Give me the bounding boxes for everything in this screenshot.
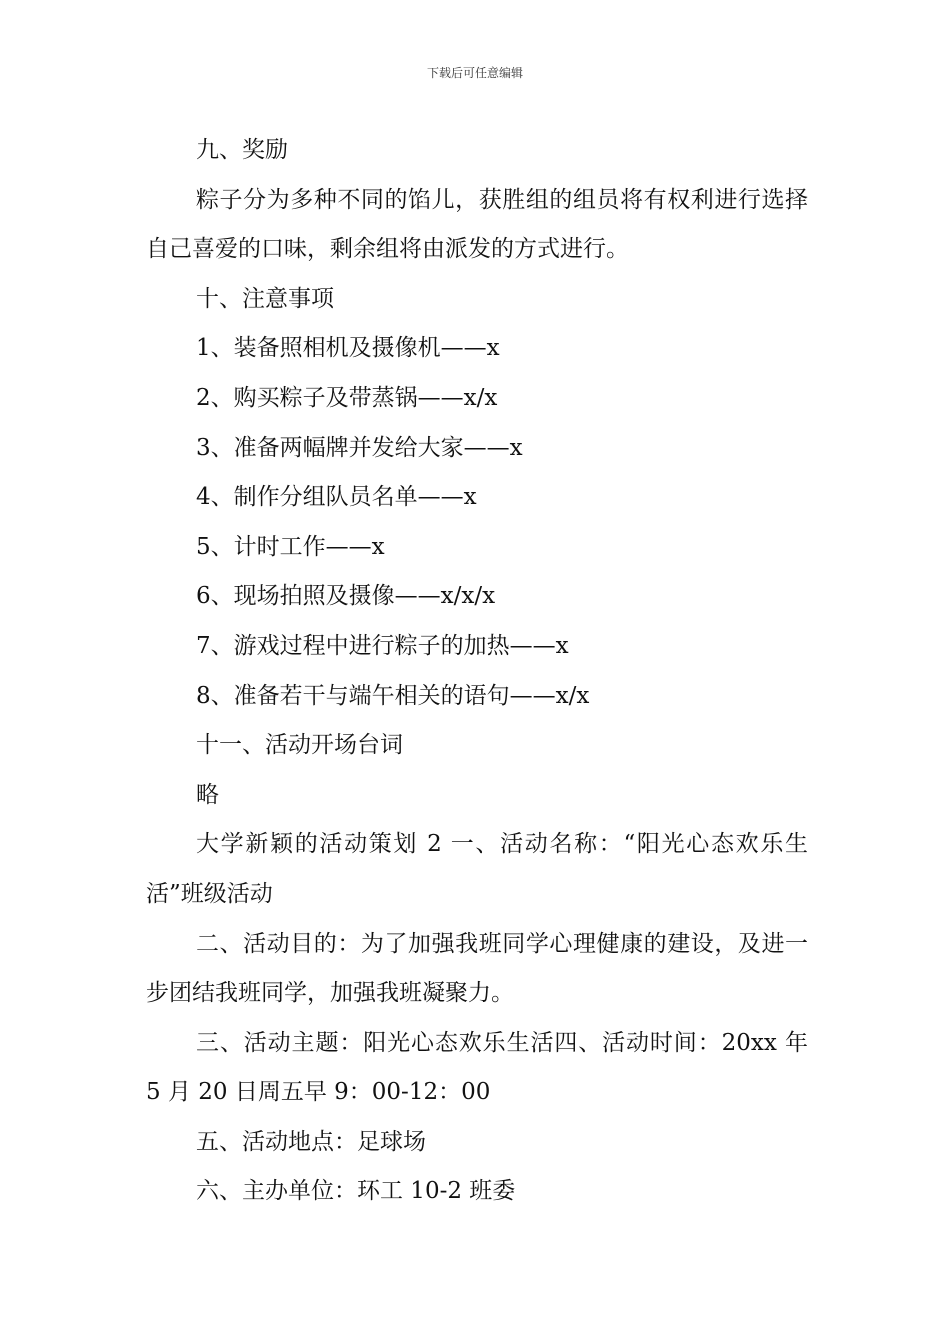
note-item-3: 3、准备两幅牌并发给大家——x [196, 434, 523, 461]
organizer-paragraph: 六、主办单位：环工 10-2 班委 [196, 1178, 516, 1205]
note-item-4: 4、制作分组队员名单——x [196, 484, 477, 511]
section-heading-notes: 十、注意事项 [196, 285, 334, 312]
opening-lines-text: 略 [196, 781, 219, 808]
document-body [146, 126, 808, 1217]
section-heading-rewards: 九、奖励 [196, 137, 288, 163]
activity-location-paragraph: 五、活动地点：足球场 [196, 1128, 426, 1155]
activity-name-paragraph: 大学新颖的活动策划 2 一、活动名称：“阳光心态欢乐生活”班级活动 [146, 831, 808, 907]
page-header-note: 下载后可任意编辑 [426, 66, 523, 80]
note-item-2: 2、购买粽子及带蒸锅——x/x [196, 384, 498, 411]
note-item-6: 6、现场拍照及摄像——x/x/x [196, 583, 496, 610]
rewards-paragraph: 粽子分为多种不同的馅儿，获胜组的组员将有权利进行选择自己喜爱的口味，剩余组将由派发的方式进行。 [146, 186, 808, 263]
note-item-1: 1、装备照相机及摄像机——x [196, 335, 500, 362]
note-item-8: 8、准备若干与端午相关的语句——x/x [196, 682, 590, 709]
note-item-5: 5、计时工作——x [196, 533, 385, 560]
activity-purpose-paragraph: 二、活动目的：为了加强我班同学心理健康的建设，及进一步团结我班同学，加强我班凝聚力。 [146, 930, 808, 1007]
note-item-7: 7、游戏过程中进行粽子的加热——x [196, 632, 569, 659]
activity-theme-time-paragraph: 三、活动主题：阳光心态欢乐生活四、活动时间：20xx 年 5 月 20 日周五早 9：00-12：00 [146, 1029, 808, 1106]
section-heading-opening-lines: 十一、活动开场台词 [196, 732, 403, 759]
